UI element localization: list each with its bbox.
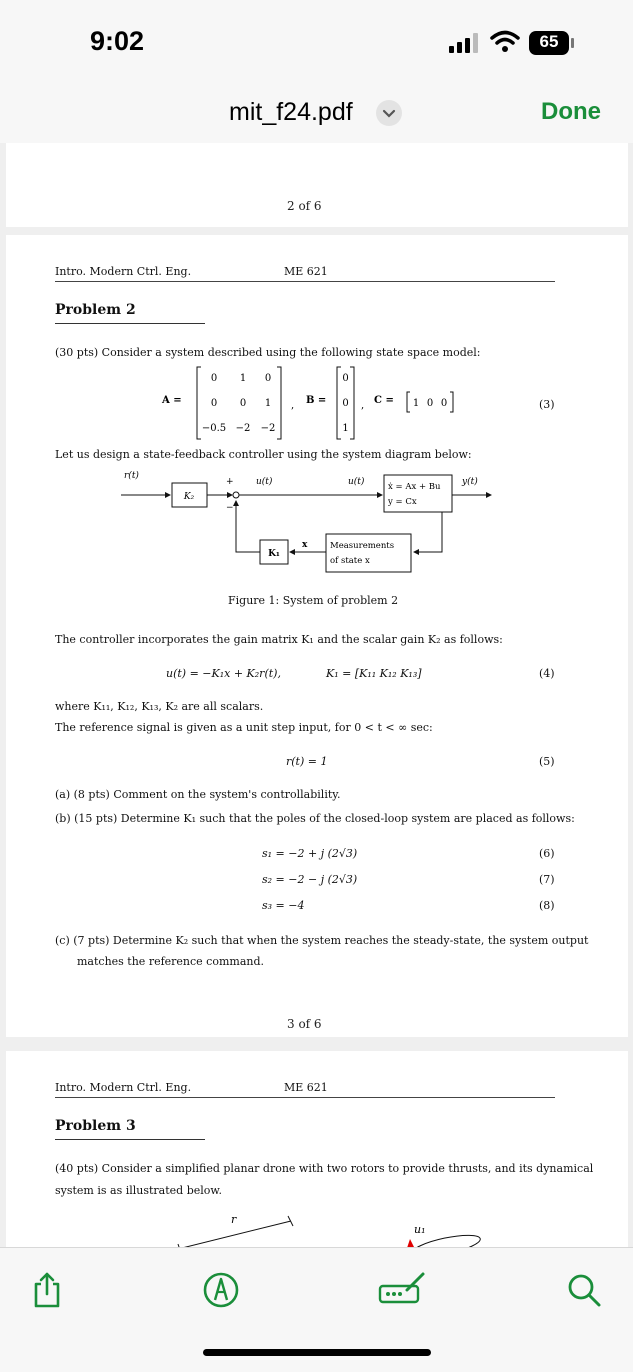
document-title[interactable]: mit_f24.pdf: [229, 98, 353, 126]
matrix-a-cell: −2: [235, 423, 251, 434]
problem-intro-continued: system is as illustrated below.: [55, 1184, 223, 1197]
problem-title: Problem 2: [55, 302, 136, 318]
diagram-label: K₁: [268, 549, 280, 559]
problem-intro: (30 pts) Consider a system described using the following state space model:: [55, 346, 481, 359]
diagram-label: −: [226, 503, 234, 513]
form-fill-button[interactable]: [377, 1270, 427, 1314]
home-indicator[interactable]: [203, 1349, 431, 1356]
matrix-a-cell: −0.5: [201, 423, 227, 434]
diagram-label: ẋ = Ax + Bu: [388, 482, 441, 492]
battery-level: 65: [539, 32, 559, 51]
form-fill-icon: [377, 1270, 427, 1310]
diagram-label: x: [302, 540, 308, 550]
pdf-viewer[interactable]: [0, 143, 633, 1247]
block-diagram: [116, 470, 516, 580]
diagram-label: of state x: [330, 556, 370, 566]
page-number: 2 of 6: [287, 199, 322, 213]
matrix-b-label: B =: [306, 395, 327, 406]
pdf-page: [6, 143, 628, 227]
diagram-label: r(t): [124, 471, 139, 481]
pole-s3: s₃ = −4: [262, 899, 305, 912]
diagram-label: u(t): [256, 477, 273, 487]
part-a: (a) (8 pts) Comment on the system's controllability.: [55, 788, 341, 801]
search-button[interactable]: [566, 1270, 602, 1314]
share-button[interactable]: [30, 1270, 64, 1314]
diagram-label: Measurements: [330, 541, 395, 551]
page-header: [55, 1079, 555, 1098]
header-course: Intro. Modern Ctrl. Eng.: [55, 265, 192, 278]
part-c: (c) (7 pts) Determine K₂ such that when the system reaches the steady-state, the system output: [55, 934, 589, 947]
diagram-label: y = Cx: [388, 497, 417, 507]
diagram-label: y(t): [462, 477, 478, 487]
page-number: 3 of 6: [287, 1017, 322, 1031]
state-space-matrices: [146, 363, 546, 443]
svg-text:,: ,: [291, 400, 295, 411]
k1-definition: K₁ = [K₁₁ K₁₂ K₁₃]: [326, 667, 422, 680]
matrix-c-cell: 1: [412, 398, 420, 409]
cellular-signal-icon: [449, 32, 483, 54]
figure-label: u₁: [414, 1223, 426, 1236]
navigation-bar: [0, 88, 633, 144]
design-text: Let us design a state-feedback controller using the system diagram below:: [55, 448, 472, 461]
status-bar: [0, 0, 633, 88]
diagram-label: u(t): [348, 477, 365, 487]
matrix-a-cell: 1: [239, 373, 247, 384]
title-underline: [55, 323, 205, 324]
equation-number: (3): [539, 398, 555, 411]
equation-number: (6): [539, 847, 555, 860]
matrix-b-cell: 0: [342, 398, 349, 409]
measurement-block: [326, 534, 411, 572]
header-code: ME 621: [284, 1081, 328, 1094]
figure-label: r: [231, 1213, 237, 1226]
search-icon: [566, 1270, 602, 1310]
pole-s2: s₂ = −2 − j (2√3): [262, 873, 358, 886]
equation-number: (4): [539, 667, 555, 680]
matrix-a-cell: 0: [210, 373, 218, 384]
matrix-c-cell: 0: [440, 398, 448, 409]
scalars-text: where K₁₁, K₁₂, K₁₃, K₂ are all scalars.: [55, 700, 264, 713]
header-code: ME 621: [284, 265, 328, 278]
matrix-a-cell: −2: [260, 423, 276, 434]
title-menu-button[interactable]: [376, 100, 402, 126]
control-law: u(t) = −K₁x + K₂r(t),: [166, 667, 281, 680]
matrix-a-cell: 0: [210, 398, 218, 409]
figure-caption: Figure 1: System of problem 2: [228, 594, 399, 607]
matrix-a-label: A =: [162, 395, 182, 406]
part-b: (b) (15 pts) Determine K₁ such that the poles of the closed-loop system are placed as follows:: [55, 812, 575, 825]
svg-text:,: ,: [361, 400, 365, 411]
problem-title: Problem 3: [55, 1118, 136, 1134]
header-course: Intro. Modern Ctrl. Eng.: [55, 1081, 192, 1094]
title-underline: [55, 1139, 205, 1140]
done-button[interactable]: Done: [541, 98, 601, 125]
clock: 9:02: [90, 26, 145, 56]
gain-text: The controller incorporates the gain matrix K₁ and the scalar gain K₂ as follows:: [55, 633, 503, 646]
chevron-down-icon: [376, 100, 402, 126]
share-icon: [30, 1270, 64, 1310]
wifi-icon: [490, 30, 520, 54]
pole-s1: s₁ = −2 + j (2√3): [262, 847, 358, 860]
diagram-label: +: [226, 477, 234, 487]
matrix-b-cell: 0: [342, 373, 349, 384]
markup-pen-icon: [202, 1270, 240, 1310]
matrix-a-cell: 0: [239, 398, 247, 409]
matrix-a-cell: 1: [264, 398, 272, 409]
equation-number: (8): [539, 899, 555, 912]
pdf-page: [6, 1051, 628, 1247]
problem-intro: (40 pts) Consider a simplified planar drone with two rotors to provide thrusts, and its dynamical: [55, 1162, 594, 1175]
matrix-c-cell: 0: [426, 398, 434, 409]
page-header: [55, 263, 555, 282]
equation-number: (7): [539, 873, 555, 886]
reference-equation: r(t) = 1: [286, 755, 328, 768]
matrix-c-label: C =: [374, 395, 394, 406]
matrix-b-cell: 1: [342, 423, 349, 434]
diagram-label: K₂: [183, 492, 195, 502]
drone-figure: [176, 1211, 576, 1247]
markup-button[interactable]: [202, 1270, 240, 1314]
reference-text: The reference signal is given as a unit step input, for 0 < t < ∞ sec:: [55, 721, 433, 734]
summing-junction: [233, 492, 239, 498]
matrix-a-cell: 0: [264, 373, 272, 384]
equation-number: (5): [539, 755, 555, 768]
part-c-continued: matches the reference command.: [77, 955, 265, 968]
pdf-page: [6, 235, 628, 1037]
